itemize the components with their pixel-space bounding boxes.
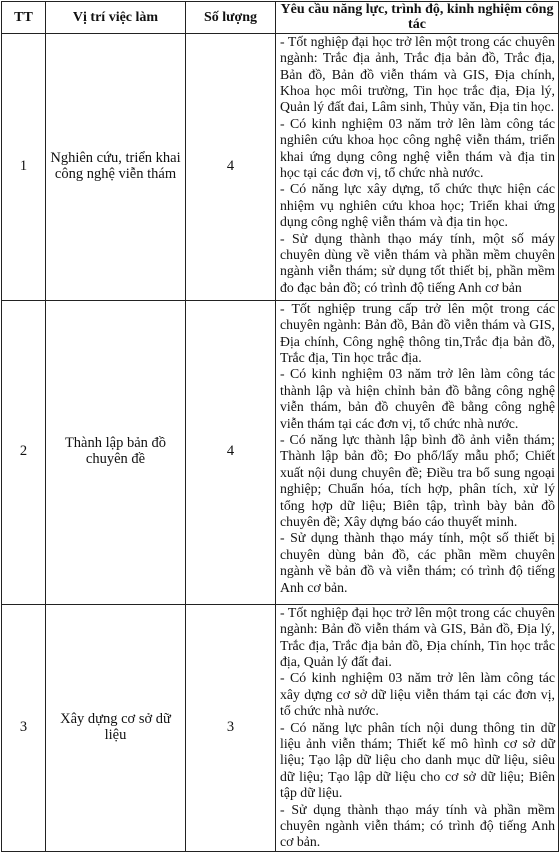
requirement-item: - Tốt nghiệp trung cấp trở lên một trong các chuyên ngành: Bản đồ, Bản đồ viễn thám và GIS, Địa chính, Công nghệ thông tin,Trắc địa bản đồ, Trắc địa, Tin học trắc địa. [280, 300, 555, 365]
position-name: Nghiên cứu, triển khai công nghệ viễn thám [46, 33, 186, 300]
document-page [0, 1, 560, 850]
table-row [2, 33, 559, 300]
position-name: Xây dựng cơ sở dữ liệu [46, 604, 186, 851]
requirements-cell [276, 33, 559, 300]
table-row [2, 300, 559, 604]
requirements-cell [276, 300, 559, 604]
row-number: 2 [2, 300, 46, 604]
requirement-item: - Sử dụng thành thạo máy tính và phần mềm chuyên ngành viễn thám; có trình độ tiếng Anh cơ bản. [280, 801, 555, 850]
position-quantity: 4 [186, 300, 276, 604]
header-position: Vị trí việc làm [46, 2, 186, 34]
job-positions-table [1, 1, 559, 852]
requirement-item: - Có kinh nghiệm 03 năm trở lên làm công tác thành lập và hiện chỉnh bản đồ bằng công nghệ viễn thám, bản đồ chuyên đề bằng công nghệ viễn thám tại các đơn vị, tổ chức nhà nước. [280, 366, 555, 431]
requirement-item: - Sử dụng thành thạo máy tính, một số thiết bị chuyên dùng bản đồ, các phần mềm chuyên ngành về bản đồ và viễn thám; có trình độ tiếng Anh cơ bản. [280, 530, 555, 595]
requirement-item: - Có kinh nghiệm 03 năm trở lên làm công tác xây dựng cơ sở dữ liệu viễn thám tại các đơn vị, tổ chức nhà nước. [280, 670, 555, 719]
requirement-item: - Có năng lực phân tích nội dung thông tin dữ liệu ảnh viễn thám; Thiết kế mô hình cơ sở dữ liệu; Tạo lập dữ liệu cho danh mục dữ liệu, siêu dữ liệu; Tạo lập dữ liệu cho cơ sở dữ liệu; Biên tập dữ liệu. [280, 719, 555, 801]
header-requirements: Yêu cầu năng lực, trình độ, kinh nghiệm công tác [276, 2, 559, 34]
requirement-item: - Có năng lực thành lập bình đồ ảnh viễn thám; Thành lập bản đồ; Ðo phổ/lấy mẫu phổ; Chiết xuất nội dung chuyên đề; Ðiều tra bổ sung ngoại nghiệp; Chuẩn hóa, tích hợp, phân tích, xử lý tổng hợp dữ liệu; Biên tập, trình bày bản đồ chuyên đề; Xây dựng báo cáo thuyết minh. [280, 432, 555, 530]
position-quantity: 4 [186, 33, 276, 300]
requirements-cell [276, 604, 559, 851]
table-row [2, 604, 559, 851]
header-tt: TT [2, 2, 46, 34]
position-quantity: 3 [186, 604, 276, 851]
position-name: Thành lập bản đồ chuyên đề [46, 300, 186, 604]
requirement-item: - Sử dụng thành thạo máy tính, một số máy chuyên dùng về viễn thám và phần mềm chuyên ngành viễn thám; sử dụng tốt thiết bị, phần mềm đo đạc bản đồ; có trình độ tiếng Anh cơ bản [280, 230, 555, 295]
table-header-row [2, 2, 559, 34]
requirement-item: - Tốt nghiệp đại học trở lên một trong các chuyên ngành: Trắc địa ảnh, Trắc địa bản đồ, Trắc địa, Bản đồ, Bản đồ viễn thám và GIS, Địa chính, Khoa học môi trường, Tin học trắc địa, Địa lý, Quản lý đất đai, Lâm sinh, Thủy văn, Địa tin học. [280, 33, 555, 115]
row-number: 3 [2, 604, 46, 851]
row-number: 1 [2, 33, 46, 300]
header-quantity: Số lượng [186, 2, 276, 34]
requirement-item: - Tốt nghiệp đại học trở lên một trong các chuyên ngành: Bản đồ viễn thám và GIS, Bản đồ, Địa lý, Trắc địa, Trắc địa bản đồ, Địa chính, Tin học trắc địa, Quản lý đất đai. [280, 604, 555, 669]
requirement-item: - Có kinh nghiệm 03 năm trở lên làm công tác nghiên cứu khoa học công nghệ viễn thám, triển khai ứng dụng công nghệ viễn thám và địa tin học tại các đơn vị, tổ chức nhà nước. [280, 115, 555, 181]
requirement-item: - Có năng lực xây dựng, tổ chức thực hiện các nhiệm vụ nghiên cứu khoa học; Triển khai ứng dụng công nghệ viễn thám và địa tin học. [280, 181, 555, 230]
